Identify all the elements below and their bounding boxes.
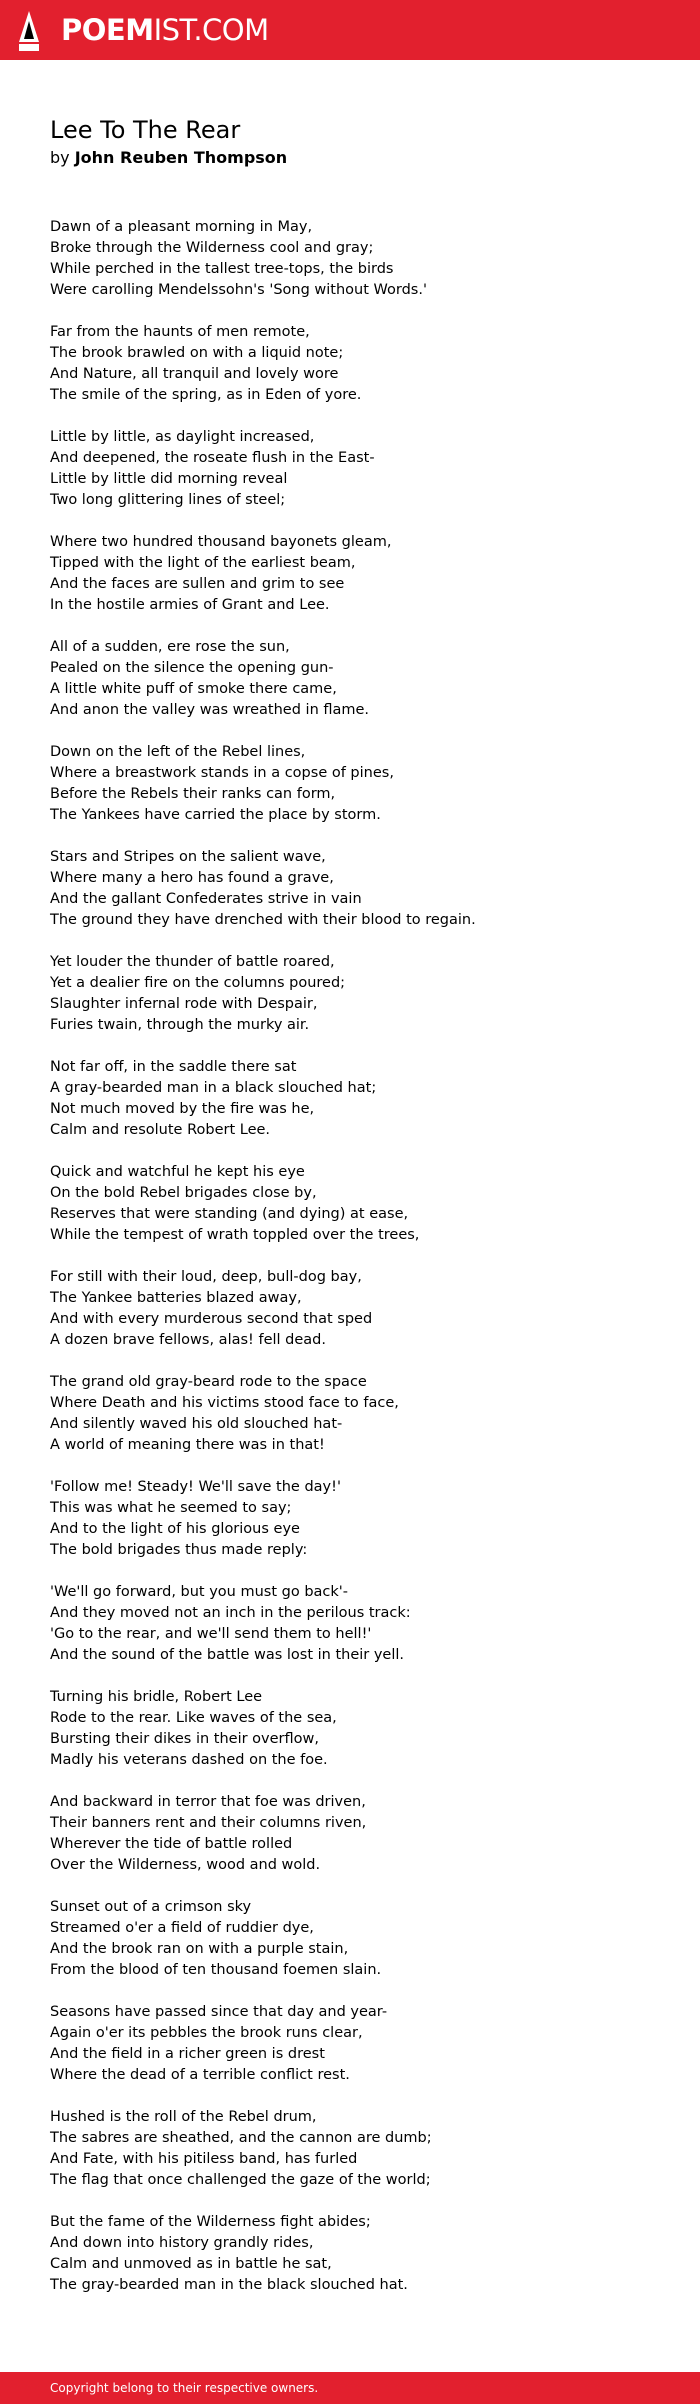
poem-stanza	[50, 2212, 670, 2296]
poem-line: And the brook ran on with a purple stain,	[50, 1941, 349, 1957]
poem-stanza	[50, 1792, 670, 1876]
poem-line: Bursting their dikes in their overflow,	[50, 1731, 319, 1747]
poem-line: Down on the left of the Rebel lines,	[50, 744, 306, 760]
poem-line: On the bold Rebel brigades close by,	[50, 1185, 317, 1201]
poem-stanza	[50, 1897, 670, 1981]
poem-line: And they moved not an inch in the perilous track:	[50, 1605, 411, 1621]
poem-stanza	[50, 1687, 670, 1771]
poem-line: 'Go to the rear, and we'll send them to hell!'	[50, 1626, 372, 1642]
poem-line: 'We'll go forward, but you must go back'-	[50, 1584, 349, 1600]
poem-line: Where the dead of a terrible conflict rest.	[50, 2067, 350, 2083]
poem-line: Yet a dealier fire on the columns poured;	[50, 975, 346, 991]
poem-line: While the tempest of wrath toppled over the trees,	[50, 1227, 420, 1243]
poem-line: Little by little did morning reveal	[50, 471, 288, 487]
poem-stanza	[50, 322, 670, 406]
poem-line: And the faces are sullen and grim to see	[50, 576, 345, 592]
poem-stanza	[50, 1582, 670, 1666]
poem-title: Lee To The Rear	[50, 116, 241, 144]
poem-line: Madly his veterans dashed on the foe.	[50, 1752, 328, 1768]
poem-byline	[50, 147, 287, 169]
poem-line: Again o'er its pebbles the brook runs clear,	[50, 2025, 363, 2041]
site-header	[0, 0, 700, 60]
poem-line: For still with their loud, deep, bull-dog bay,	[50, 1269, 362, 1285]
poem-stanza	[50, 1477, 670, 1561]
poem-line: Dawn of a pleasant morning in May,	[50, 219, 313, 235]
poem-stanza	[50, 1267, 670, 1351]
poem-line: And backward in terror that foe was driven,	[50, 1794, 366, 1810]
poem-line: Calm and resolute Robert Lee.	[50, 1122, 271, 1138]
poem-line: Quick and watchful he kept his eye	[50, 1164, 305, 1180]
poem-line: The bold brigades thus made reply:	[50, 1542, 308, 1558]
poem-line: Not far off, in the saddle there sat	[50, 1059, 297, 1075]
poem-line: The sabres are sheathed, and the cannon are dumb;	[50, 2130, 432, 2146]
poem-stanza	[50, 217, 670, 301]
poem-line: Where many a hero has found a grave,	[50, 870, 334, 886]
poem-line: The grand old gray-beard rode to the space	[50, 1374, 367, 1390]
poem-stanza	[50, 532, 670, 616]
poem-line: Seasons have passed since that day and year-	[50, 2004, 388, 2020]
poem-line: A world of meaning there was in that!	[50, 1437, 325, 1453]
pen-nib-icon[interactable]	[17, 10, 41, 52]
poem-line: Calm and unmoved as in battle he sat,	[50, 2256, 332, 2272]
poem-line: All of a sudden, ere rose the sun,	[50, 639, 290, 655]
poem-line: While perched in the tallest tree-tops, the birds	[50, 261, 394, 277]
poem-line: And with every murderous second that sped	[50, 1311, 373, 1327]
site-logo[interactable]	[61, 13, 269, 47]
poem-line: Yet louder the thunder of battle roared,	[50, 954, 335, 970]
poem-line: Reserves that were standing (and dying) at ease,	[50, 1206, 409, 1222]
poem-line: This was what he seemed to say;	[50, 1500, 292, 1516]
poem-stanza	[50, 427, 670, 511]
poem-line: Tipped with the light of the earliest beam,	[50, 555, 356, 571]
poem-line: And the sound of the battle was lost in their yell.	[50, 1647, 405, 1663]
poem-line: Far from the haunts of men remote,	[50, 324, 310, 340]
poem-stanza	[50, 1162, 670, 1246]
poem-line: The Yankee batteries blazed away,	[50, 1290, 302, 1306]
poem-line: And Nature, all tranquil and lovely wore	[50, 366, 339, 382]
logo-light-text: IST.COM	[153, 13, 269, 47]
poem-line: Rode to the rear. Like waves of the sea,	[50, 1710, 337, 1726]
poem-line: Two long glittering lines of steel;	[50, 492, 286, 508]
poem-line: And to the light of his glorious eye	[50, 1521, 300, 1537]
poem-line: And down into history grandly rides,	[50, 2235, 314, 2251]
poem-line: Little by little, as daylight increased,	[50, 429, 315, 445]
site-footer	[0, 2372, 700, 2404]
poem-line: A dozen brave fellows, alas! fell dead.	[50, 1332, 326, 1348]
poem-line: The ground they have drenched with their blood to regain.	[50, 912, 476, 928]
poem-line: From the blood of ten thousand foemen slain.	[50, 1962, 382, 1978]
poem-line: The flag that once challenged the gaze of the world;	[50, 2172, 431, 2188]
poem-stanza	[50, 847, 670, 931]
poem-line: Wherever the tide of battle rolled	[50, 1836, 293, 1852]
logo-bold-text: POEM	[61, 13, 154, 47]
poem-stanza	[50, 2107, 670, 2191]
poem-line: Where Death and his victims stood face to face,	[50, 1395, 399, 1411]
poem-line: Hushed is the roll of the Rebel drum,	[50, 2109, 317, 2125]
poem-line: Where a breastwork stands in a copse of pines,	[50, 765, 394, 781]
poem-line: Pealed on the silence the opening gun-	[50, 660, 334, 676]
poem-line: But the fame of the Wilderness fight abides;	[50, 2214, 371, 2230]
copyright-text: Copyright belong to their respective owners.	[50, 2381, 319, 2395]
poem-author: John Reuben Thompson	[74, 148, 288, 167]
poem-line: In the hostile armies of Grant and Lee.	[50, 597, 330, 613]
poem-line: Furies twain, through the murky air.	[50, 1017, 310, 1033]
poem-line: And the gallant Confederates strive in vain	[50, 891, 362, 907]
poem-line: And the field in a richer green is drest	[50, 2046, 325, 2062]
poem-stanza	[50, 2002, 670, 2086]
poem-line: The brook brawled on with a liquid note;	[50, 345, 344, 361]
poem-stanza	[50, 952, 670, 1036]
poem-line: And Fate, with his pitiless band, has furled	[50, 2151, 358, 2167]
poem-line: Sunset out of a crimson sky	[50, 1899, 252, 1915]
poem-line: Where two hundred thousand bayonets gleam,	[50, 534, 392, 550]
poem-line: Not much moved by the fire was he,	[50, 1101, 315, 1117]
poem-line: Broke through the Wilderness cool and gray;	[50, 240, 374, 256]
poem-line: Streamed o'er a field of ruddier dye,	[50, 1920, 314, 1936]
poem-body	[50, 217, 670, 2317]
poem-line: Before the Rebels their ranks can form,	[50, 786, 336, 802]
poem-stanza	[50, 1372, 670, 1456]
poem-stanza	[50, 637, 670, 721]
poem-line: Were carolling Mendelssohn's 'Song without Words.'	[50, 282, 427, 298]
poem-line: The gray-bearded man in the black slouched hat.	[50, 2277, 408, 2293]
poem-line: And deepened, the roseate flush in the East-	[50, 450, 375, 466]
poem-line: Turning his bridle, Robert Lee	[50, 1689, 263, 1705]
poem-line: Slaughter infernal rode with Despair,	[50, 996, 318, 1012]
poem-line: 'Follow me! Steady! We'll save the day!'	[50, 1479, 341, 1495]
poem-line: A gray-bearded man in a black slouched hat;	[50, 1080, 377, 1096]
poem-line: Stars and Stripes on the salient wave,	[50, 849, 326, 865]
poem-stanza	[50, 742, 670, 826]
by-label: by	[50, 148, 70, 167]
poem-line: And silently waved his old slouched hat-	[50, 1416, 343, 1432]
poem-stanza	[50, 1057, 670, 1141]
poem-line: A little white puff of smoke there came,	[50, 681, 337, 697]
poem-line: The smile of the spring, as in Eden of yore.	[50, 387, 362, 403]
poem-line: The Yankees have carried the place by storm.	[50, 807, 381, 823]
poem-line: And anon the valley was wreathed in flame.	[50, 702, 370, 718]
poem-line: Over the Wilderness, wood and wold.	[50, 1857, 321, 1873]
poem-line: Their banners rent and their columns riven,	[50, 1815, 367, 1831]
